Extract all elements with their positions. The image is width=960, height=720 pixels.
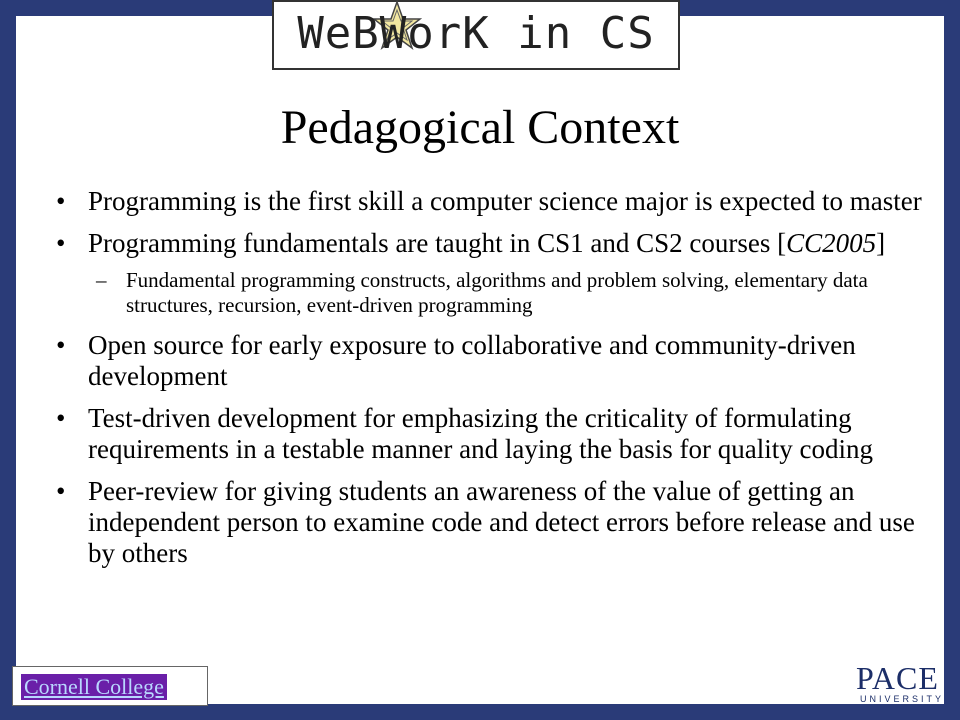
citation: CC2005: [786, 228, 877, 258]
bullet-item: [50, 403, 930, 465]
bullet-text-end: ]: [876, 228, 886, 258]
cornell-college-box: [12, 666, 208, 706]
bullet-text: Programming fundamentals are taught in CS1 and CS2 courses [: [88, 228, 787, 258]
pace-logo-subtitle: UNIVERSITY: [860, 694, 945, 704]
webwork-logo: [272, 0, 680, 70]
bullet-glyph: •: [56, 186, 66, 216]
cornell-college-link[interactable]: Cornell College: [21, 674, 167, 700]
bullet-glyph: •: [56, 403, 66, 433]
sub-bullet-text: Fundamental programming constructs, algorithms and problem solving, elementary data structures, recursion, event-driven programming: [126, 268, 868, 317]
bullet-list: [50, 186, 930, 580]
bullet-text: Peer-review for giving students an awareness of the value of getting an independent person to examine code and detect errors before release and use by others: [88, 476, 915, 568]
bullet-item: [50, 330, 930, 392]
bullet-text: Programming is the first skill a computer science major is expected to master: [88, 186, 922, 216]
bullet-glyph: •: [56, 330, 66, 360]
bullet-glyph: •: [56, 476, 66, 506]
logo-text: WeBWorK in CS: [297, 8, 655, 59]
frame-accent-line: [945, 600, 947, 688]
pace-university-logo: [848, 660, 944, 708]
slide-frame-bottom: [0, 704, 960, 720]
bullet-item: [50, 228, 930, 259]
bullet-item: [50, 476, 930, 569]
sub-bullet-item: [50, 268, 930, 318]
sub-bullet-glyph: –: [96, 268, 107, 292]
bullet-text: Test-driven development for emphasizing the criticality of formulating requirements in a testable manner and laying the basis for quality coding: [88, 403, 874, 464]
pace-logo-word: PACE: [856, 660, 939, 696]
bullet-item: [50, 186, 930, 217]
bullet-glyph: •: [56, 228, 66, 258]
slide-title: Pedagogical Context: [280, 101, 680, 154]
bullet-text: Open source for early exposure to collaborative and community-driven development: [88, 330, 856, 391]
